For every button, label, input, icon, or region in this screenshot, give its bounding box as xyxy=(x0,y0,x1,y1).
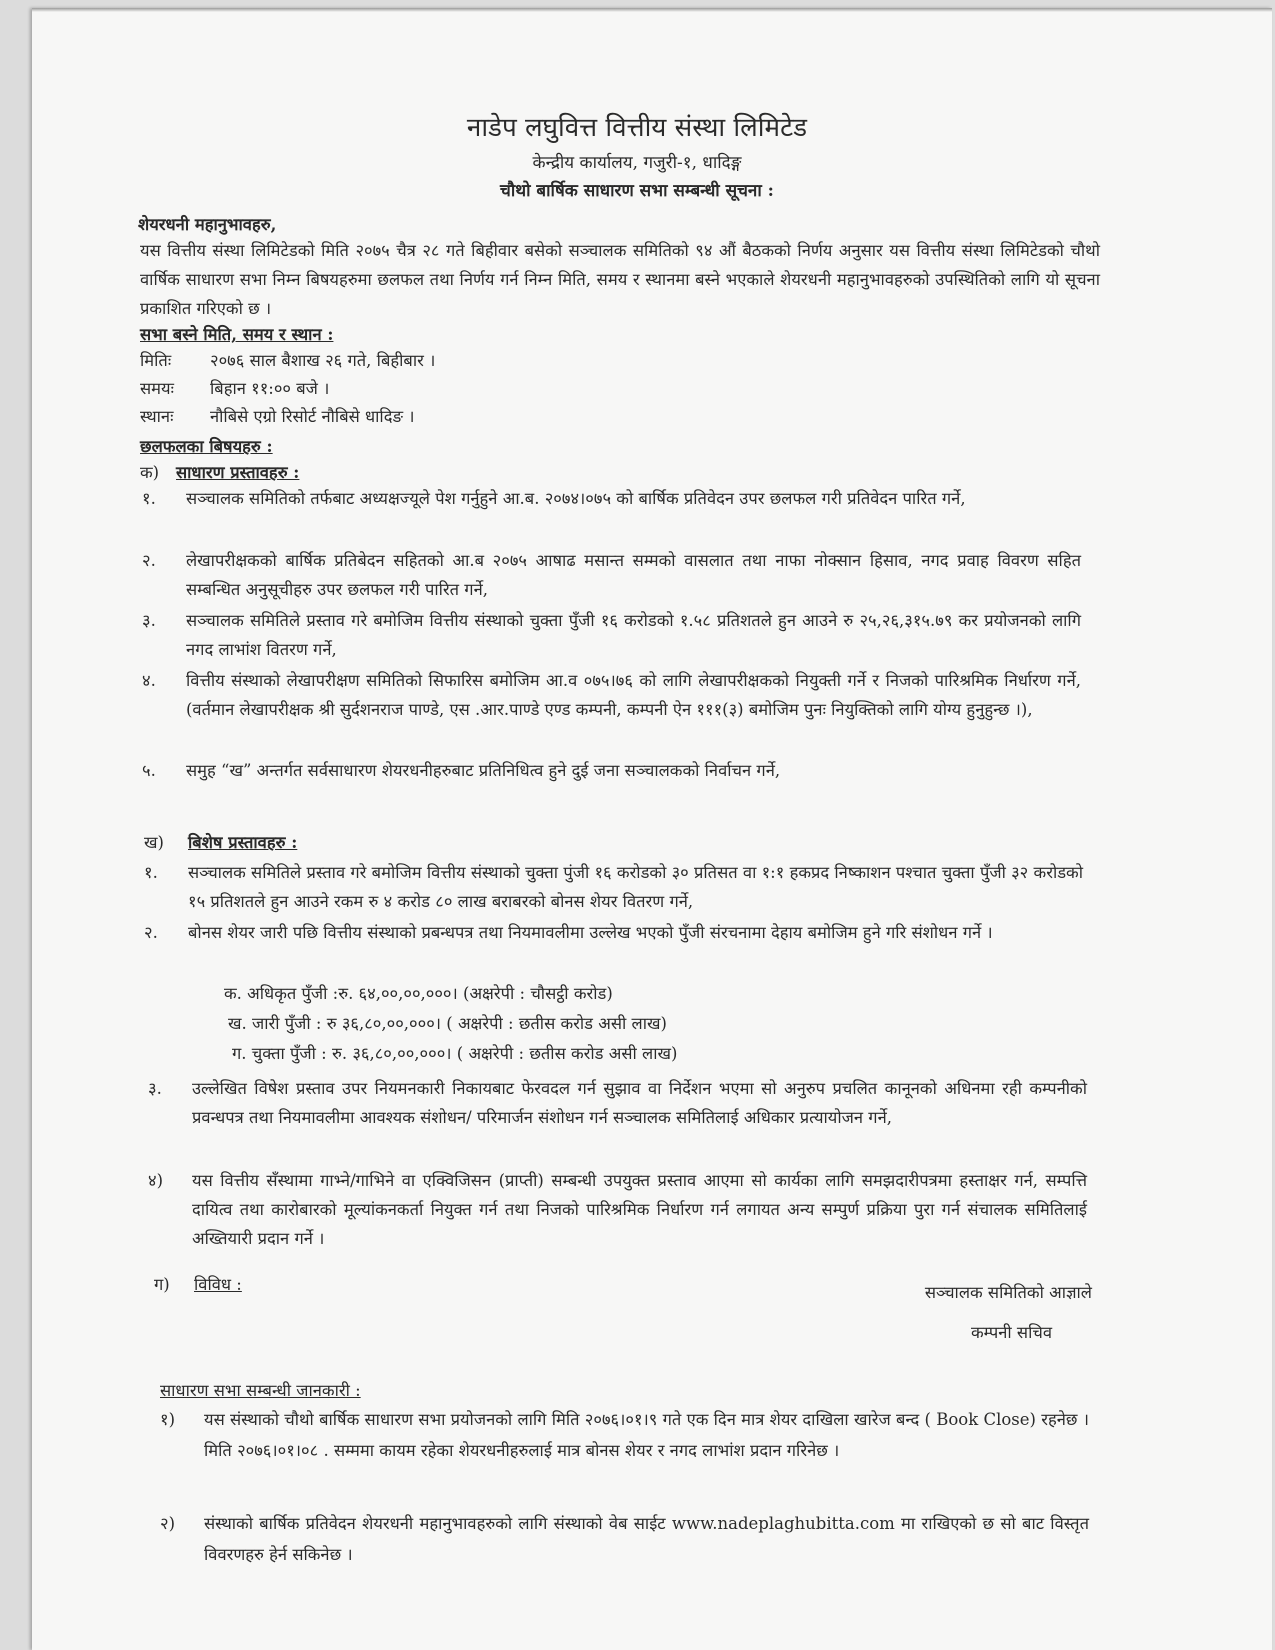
general-item: २. लेखापरीक्षकको बार्षिक प्रतिबेदन सहितको आ.ब २०७५ आषाढ मसान्त सम्मको वासलात तथा नाफा नोक्सान हिसाव, नगद प्रवाह विवरण सहित सम्बन्धित अनुसूचीहरु उपर छलफल गरी पारित गर्ने, xyxy=(142,551,1081,599)
special-item: ४) यस वित्तीय सँस्थामा गाभ्ने/गाभिने वा एक्विजिसन (प्राप्ती) सम्बन्धी उपयुक्त प्रस्ताव आएमा सो कार्यका लागि समझदारीपत्रमा हस्ताक्षर गर्न, सम्पत्ति दायित्व तथा कारोबारको मूल्यांकनकर्ता नियुक्त गर्न तथा निजको पारिश्रमिक निर्धारण गर्न लगायत अन्य सम्पुर्ण प्रक्रिया पुरा गर्न संचालक समितिलाई अख्तियारी प्रदान गर्ने । xyxy=(148,1171,1087,1248)
general-prefix: क) xyxy=(140,463,160,482)
special-prefix: ख) xyxy=(144,833,164,852)
info-heading: साधारण सभा सम्बन्धी जानकारी : xyxy=(160,1381,361,1400)
misc-section-heading xyxy=(154,1272,242,1295)
meeting-time-value: बिहान ११:०० बजे । xyxy=(210,379,330,398)
meeting-heading: सभा बस्ने मिति, समय र स्थान : xyxy=(140,325,334,344)
office-address: केन्द्रीय कार्यालय, गजुरी-१, धादिङ्ग xyxy=(532,153,742,173)
misc-prefix: ग) xyxy=(154,1275,170,1294)
capital-issued: ख. जारी पुँजी : रु ३६,८०,००,०००। ( अक्षरेपी : छतीस करोड असी लाख) xyxy=(228,1014,667,1033)
org-name: नाडेप लघुवित्त वित्तीय संस्था लिमिटेड xyxy=(466,113,808,143)
agenda-heading: छलफलका बिषयहरु : xyxy=(140,437,273,456)
meeting-date-value: २०७६ साल बैशाख २६ गते, बिहीबार । xyxy=(210,351,436,370)
general-item: ४. वित्तीय संस्थाको लेखापरीक्षण समितिको सिफारिस बमोजिम आ.व ०७५।७६ को लागि लेखापरीक्षकको नियुक्ती गर्ने र निजको पारिश्रमिक निर्धारण गर्ने, (वर्तमान लेखापरीक्षक श्री सुर्दशनराज पाण्डे, एस .आर.पाण्डे एण्ड कम्पनी, कम्पनी ऐन १११(३) बमोजिम पुनः नियुक्तिको लागि योग्य हुनुहुन्छ ।), xyxy=(142,671,1081,719)
info-item: २) संस्थाको बार्षिक प्रतिवेदन शेयरधनी महानुभावहरुको लागि संस्थाको वेब साईट www.nadeplaghubitta.com मा राखिएको छ सो बाट विस्तृत विवरणहरु हेर्न सकिनेछ । xyxy=(160,1514,1089,1564)
intro-paragraph: यस वित्तीय संस्था लिमिटेडको मिति २०७५ चैत्र २८ गते बिहीवार बसेको सञ्चालक समितिको ९४ औं बैठकको निर्णय अनुसार यस वित्तीय संस्था लिमिटेडको चौथो वार्षिक साधारण सभा निम्न बिषयहरुमा छलफल तथा निर्णय गर्न निम्न मिति, समय र स्थानमा बस्ने भएकाले शेयरधनी महानुभावहरुको उपस्थितिको लागि यो सूचना प्रकाशित गरिएको छ । xyxy=(140,241,1100,318)
general-item: ५. समुह “ख” अन्तर्गत सर्वसाधारण शेयरधनीहरुबाट प्रतिनिधित्व हुने दुई जना सञ्चालकको निर्वाचन गर्ने, xyxy=(142,761,781,780)
special-section-heading xyxy=(144,830,297,853)
meeting-venue-value: नौबिसे एग्रो रिसोर्ट नौबिसे धादिङ । xyxy=(210,407,415,426)
signature-authority: सञ्चालक समितिको आज्ञाले xyxy=(924,1283,1092,1302)
notice-title: चौथो बार्षिक साधारण सभा सम्बन्धी सूचना : xyxy=(500,181,774,201)
meeting-date-row xyxy=(140,348,435,371)
capital-authorized: क. अधिकृत पुँजी :रु. ६४,००,००,०००। (अक्षरेपी : चौसट्ठी करोड) xyxy=(224,984,613,1003)
meeting-venue-row xyxy=(140,404,414,427)
meeting-date-label: मितिः xyxy=(140,351,172,370)
general-section-heading xyxy=(140,460,299,483)
special-item: २. बोनस शेयर जारी पछि वित्तीय संस्थाको प्रबन्धपत्र तथा नियमावलीमा उल्लेख भएको पुँजी संरचनामा देहाय बमोजिम हुने गरि संशोधन गर्ने । xyxy=(144,923,993,942)
salutation: शेयरधनी महानुभावहरु, xyxy=(138,215,277,234)
misc-heading: विविध : xyxy=(194,1275,242,1294)
meeting-time-label: समयः xyxy=(140,379,174,398)
special-heading: बिशेष प्रस्तावहरु : xyxy=(188,833,298,852)
meeting-venue-label: स्थानः xyxy=(140,407,174,426)
meeting-time-row xyxy=(140,376,329,399)
signature-title: कम्पनी सचिव xyxy=(970,1323,1052,1342)
capital-paid: ग. चुक्ता पुँजी : रु. ३६,८०,००,०००। ( अक्षरेपी : छतीस करोड असी लाख) xyxy=(232,1044,678,1063)
special-item: ३. उल्लेखित विषेश प्रस्ताव उपर नियमनकारी निकायबाट फेरवदल गर्न सुझाव वा निर्देशन भएमा सो अनुरुप प्रचलित कानूनको अधिनमा रही कम्पनीको प्रवन्धपत्र तथा नियमावलीमा आवश्यक संशोधन/ परिमार्जन संशोधन गर्न सञ्चालक समितिलाई अधिकार प्रत्यायोजन गर्ने, xyxy=(148,1079,1087,1127)
info-item: १) यस संस्थाको चौथो बार्षिक साधारण सभा प्रयोजनको लागि मिति २०७६।०१।९ गते एक दिन मात्र शेयर दाखिला खारेज बन्द ( Book Close) रहनेछ । मिति २०७६।०१।०८ . सम्ममा कायम रहेका शेयरधनीहरुलाई मात्र बोनस शेयर र नगद लाभांश प्रदान गरिनेछ । xyxy=(160,1410,1089,1460)
general-item: ३. सञ्चालक समितिले प्रस्ताव गरे बमोजिम वित्तीय संस्थाको चुक्ता पुँजी १६ करोडको १.५८ प्रतिशतले हुन आउने रु २५,२६,३१५.७९ कर प्रयोजनको लागि नगद लाभांश वितरण गर्ने, xyxy=(142,611,1081,659)
general-item: १. सञ्चालक समितिको तर्फबाट अध्यक्षज्यूले पेश गर्नुहुने आ.ब. २०७४।०७५ को बार्षिक प्रतिवेदन उपर छलफल गरी प्रतिवेदन पारित गर्ने, xyxy=(142,489,966,508)
general-heading: साधारण प्रस्तावहरु : xyxy=(176,463,300,482)
special-item: १. सञ्चालक समितिले प्रस्ताव गरे बमोजिम वित्तीय संस्थाको चुक्ता पुंजी १६ करोडको ३० प्रतिसत वा १:१ हकप्रद निष्काशन पश्चात चुक्ता पुँजी ३२ करोडको १५ प्रतिशतले हुन आउने रकम रु ४ करोड ८० लाख बराबरको बोनस शेयर वितरण गर्ने, xyxy=(144,863,1083,911)
document-page xyxy=(32,8,1272,1650)
